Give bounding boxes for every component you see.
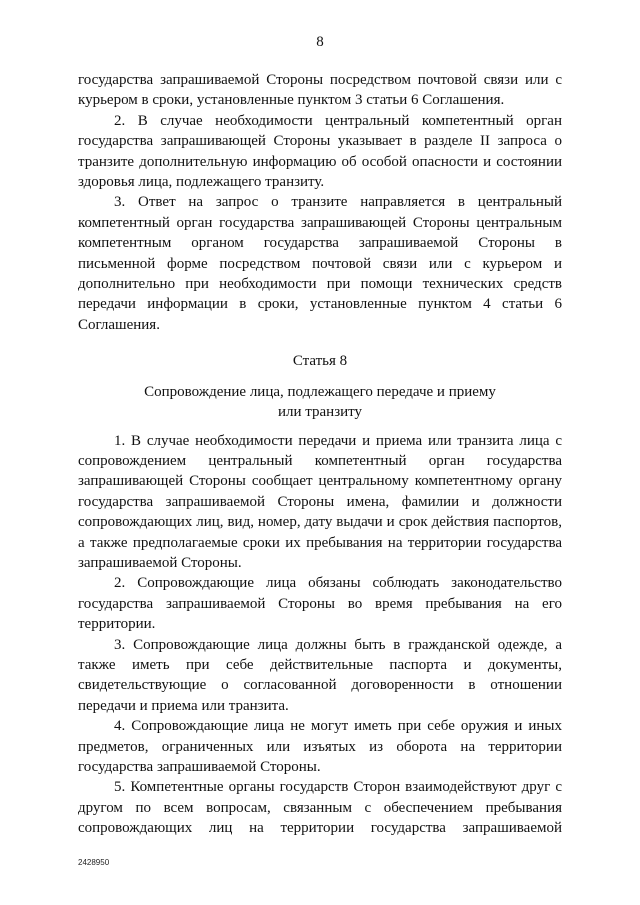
paragraph-article8-clause-1: 1. В случае необходимости передачи и приема или транзита лица с сопровождением центральный компетентный орган государства запрашивающей Стороны сообщает центральному компетентному органу государства запрашиваемой Стороны имена, фамилии и должности сопровождающих лиц, вид, номер, дату выдачи и срок действия паспортов, а также предполагаемые сроки их пребывания на территории государства запрашиваемой Стороны. <box>78 432 562 571</box>
document-body <box>78 70 562 839</box>
article-title-line-2: или транзиту <box>277 404 363 421</box>
paragraph-clause-2: 2. В случае необходимости центральный компетентный орган государства запрашивающей Стороны указывает в разделе II запроса о транзите дополнительную информацию об особой опасности и состоянии здоровья лица, подлежащего транзиту. <box>78 112 562 191</box>
article-heading <box>78 351 562 422</box>
paragraph-article8-clause-5: 5. Компетентные органы государств Сторон взаимодействуют друг с другом по всем вопросам, связанным с обеспечением пребывания сопровождающих лиц на территории государства запрашиваемой <box>78 779 562 837</box>
document-code: 2428950 <box>78 858 110 867</box>
article-title-line-1: Сопровождение лица, подлежащего передаче и приему <box>144 383 496 400</box>
paragraph-clause-3: 3. Ответ на запрос о транзите направляется в центральный компетентный орган государства запрашивающей Стороны центральным компетентным органом государства запрашиваемой Стороны в письменной форме посредством почтовой связи или с курьером и дополнительно при необходимости при помощи технических средств передачи информации в сроки, установленные пунктом 4 статьи 6 Соглашения. <box>78 194 562 333</box>
paragraph-continuation: государства запрашиваемой Стороны посредством почтовой связи или с курьером в сроки, установленные пунктом 3 статьи 6 Соглашения. <box>78 72 562 109</box>
paragraph-article8-clause-3: 3. Сопровождающие лица должны быть в гражданской одежде, а также иметь при себе действительные паспорта и документы, свидетельствующие о согласованной договоренности в отношении передачи и приема или транзита. <box>78 636 562 714</box>
paragraph-article8-clause-2: 2. Сопровождающие лица обязаны соблюдать законодательство государства запрашиваемой Стороны во время пребывания на его территории. <box>78 575 562 633</box>
article-number: Статья 8 <box>292 353 348 370</box>
paragraph-article8-clause-4: 4. Сопровождающие лица не могут иметь при себе оружия и иных предметов, ограниченных или изъятых из оборота на территории государства запрашиваемой Стороны. <box>78 718 562 775</box>
page-number: 8 <box>316 34 324 50</box>
